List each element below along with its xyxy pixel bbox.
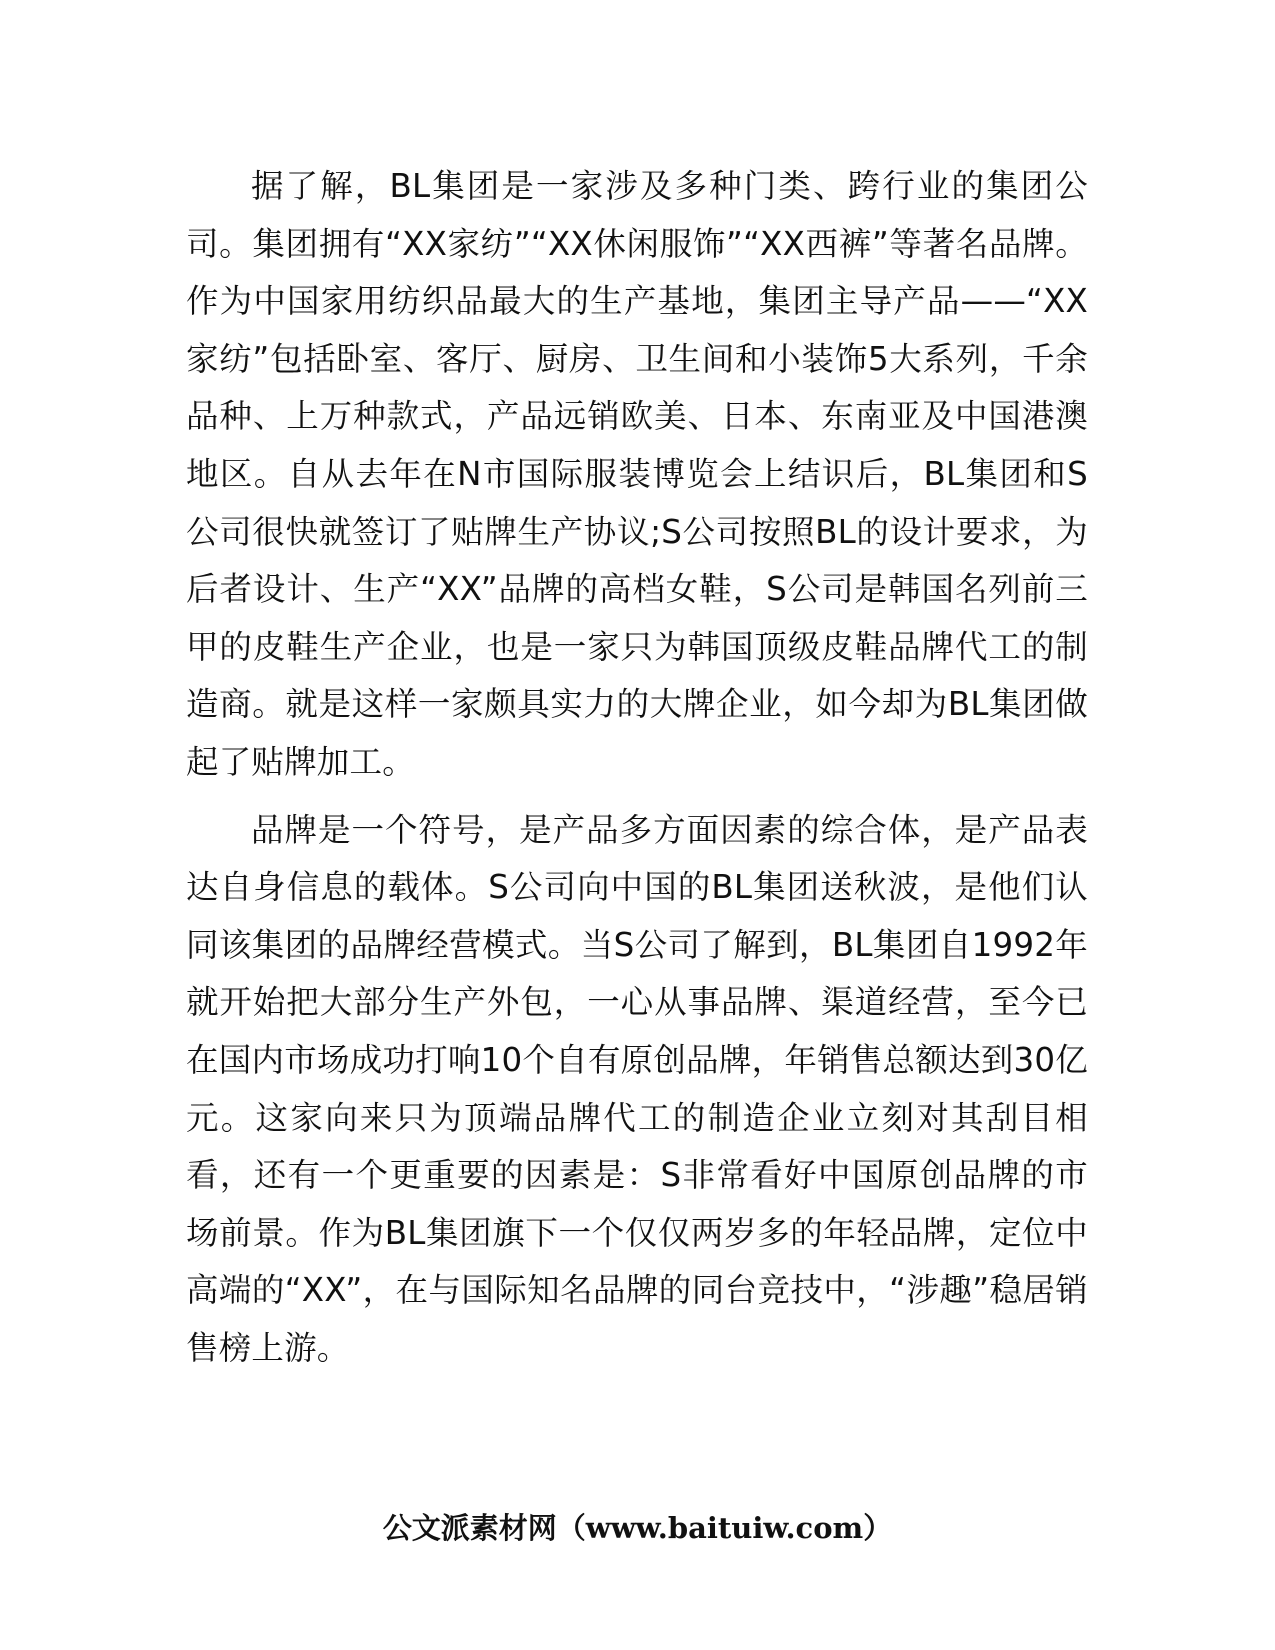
paragraph-1: 据了解，BL集团是一家涉及多种门类、跨行业的集团公司。集团拥有“XX家纺”“XX休闲服饰”“XX西裤”等著名品牌。作为中国家用纺织品最大的生产基地，集团主导产品——“XX家纺”包括卧室、客厅、厨房、卫生间和小装饰5大系列，千余品种、上万种款式，产品远销欧美、日本、东南亚及中国港澳地区。自从去年在N市国际服装博览会上结识后，BL集团和S公司很快就签订了贴牌生产协议;S公司按照BL的设计要求，为后者设计、生产“XX”品牌的高档女鞋，S公司是韩国名列前三甲的皮鞋生产企业，也是一家只为韩国顶级皮鞋品牌代工的制造商。就是这样一家颇具实力的大牌企业，如今却为BL集团做起了贴牌加工。 [186, 167, 1088, 781]
paragraph-2: 品牌是一个符号，是产品多方面因素的综合体，是产品表达自身信息的载体。S公司向中国的BL集团送秋波，是他们认同该集团的品牌经营模式。当S公司了解到，BL集团自1992年就开始把大部分生产外包，一心从事品牌、渠道经营，至今已在国内市场成功打响10个自有原创品牌，年销售总额达到30亿元。这家向来只为顶端品牌代工的制造企业立刻对其刮目相看，还有一个更重要的因素是：S非常看好中国原创品牌的市场前景。作为BL集团旗下一个仅仅两岁多的年轻品牌，定位中高端的“XX”，在与国际知名品牌的同台竞技中，“涉趣”稳居销售榜上游。 [186, 810, 1088, 1367]
document-body [186, 158, 1088, 1387]
page-footer-source: 公文派素材网（www.baituiw.com） [382, 1511, 893, 1545]
